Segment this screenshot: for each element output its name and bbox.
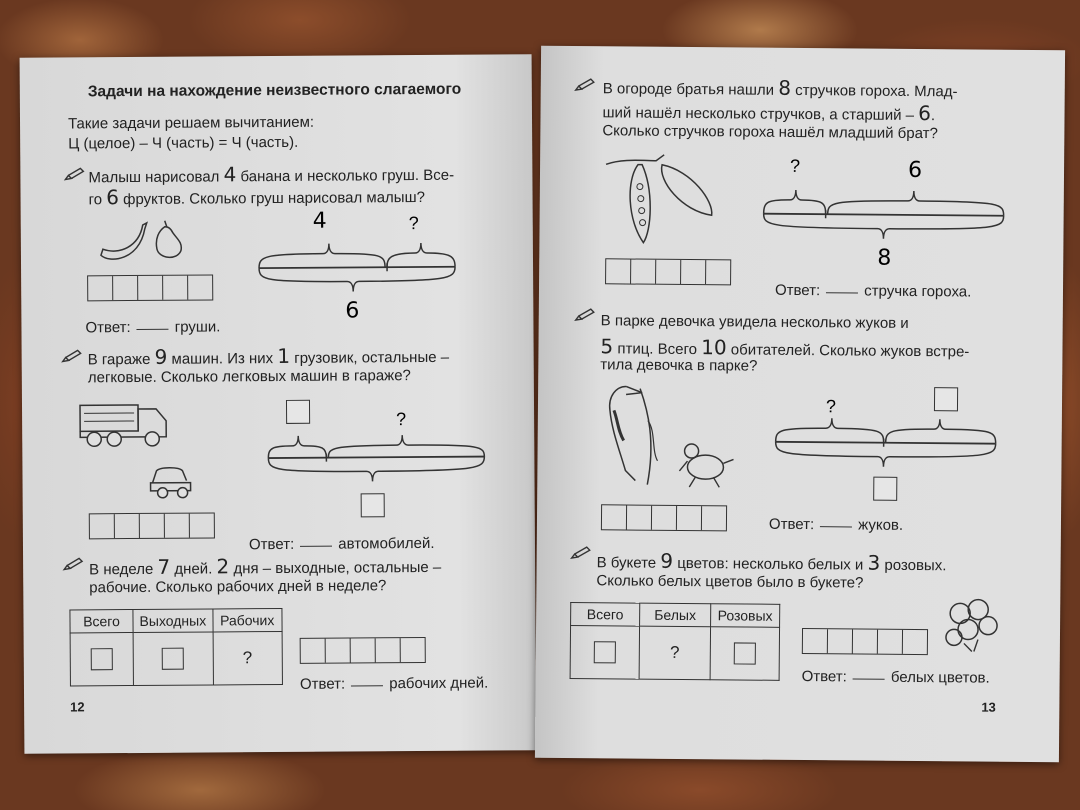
segment-line	[776, 442, 996, 444]
bouquet-picture	[944, 597, 1000, 653]
table-cell	[70, 633, 133, 686]
task2-line1: В парке девочка увидела несколько жуков и	[600, 312, 909, 332]
answer-square[interactable]	[734, 642, 756, 664]
task1-part-unknown: ?	[789, 155, 801, 176]
task2-part-unknown: ?	[396, 409, 407, 430]
pencil-icon	[64, 167, 84, 181]
segment-line	[259, 267, 455, 268]
intro-line-1: Такие задачи решаем вычитанием:	[67, 113, 315, 133]
answer-cells[interactable]	[601, 504, 727, 531]
brace-part2	[886, 419, 996, 444]
answer-blank[interactable]	[137, 329, 169, 330]
task1-text-c: го	[88, 191, 103, 209]
answer-unit: стручка гороха.	[864, 282, 972, 301]
pencil-icon	[62, 349, 82, 363]
task1-text-a: В огороде братья нашли	[602, 80, 775, 99]
answer-label: Ответ:	[801, 668, 847, 686]
task2-text-b: обитателей. Сколько жуков встре-	[730, 341, 970, 361]
task1-text-b: банана и несколько груш. Все-	[240, 166, 455, 186]
brace-part1	[776, 418, 884, 443]
task2-answer	[769, 516, 903, 534]
task1-text-b: стручков гороха. Млад-	[795, 81, 958, 101]
task1-part-unknown: ?	[408, 213, 419, 234]
table-unknown: ?	[639, 626, 710, 680]
task2-truck-number: 1	[277, 343, 291, 369]
task3-total-number: 7	[157, 554, 171, 579]
task2-line1	[88, 343, 450, 370]
task3-table	[570, 602, 781, 681]
answer-unit: белых цветов.	[890, 668, 990, 687]
task2-text-a: птиц. Всего	[617, 340, 698, 359]
pencil-icon	[575, 78, 595, 92]
table-header: Выходных	[133, 609, 213, 633]
segment-line	[764, 214, 1004, 216]
segment-line	[268, 457, 484, 459]
task1-older-number: 6	[918, 101, 932, 126]
task2-total-number: 9	[154, 344, 168, 369]
answer-blank[interactable]	[300, 546, 332, 547]
pencil-icon	[571, 546, 591, 560]
task1-text-d: фруктов. Сколько груш нарисовал малыш?	[123, 188, 425, 209]
brace-part2	[387, 243, 455, 267]
table-header: Всего	[571, 603, 640, 627]
task3-text-b: дней.	[174, 560, 213, 578]
answer-unit: жуков.	[858, 516, 904, 534]
task3-table	[69, 608, 282, 686]
table-header: Белых	[640, 603, 711, 627]
task1-whole: 8	[877, 245, 892, 271]
task3-text-a: В букете	[596, 554, 657, 572]
task1-line2: ший нашёл несколько стручков, а старший – 6.	[602, 101, 936, 126]
task1-answer	[775, 282, 971, 301]
task2-answer	[249, 535, 435, 553]
answer-label: Ответ:	[774, 281, 821, 300]
task2-line2: легковые. Сколько легковых машин в гараже?	[87, 367, 411, 387]
answer-label: Ответ:	[248, 535, 295, 554]
task3-line1	[597, 548, 947, 575]
answer-label: Ответ:	[768, 515, 815, 534]
truck-car-picture	[78, 393, 189, 504]
task2-text-b: машин. Из них	[171, 350, 274, 368]
banana-pear-picture	[99, 217, 189, 268]
answer-square[interactable]	[162, 648, 184, 670]
task1-bananas-number: 4	[223, 162, 237, 187]
answer-label: Ответ:	[299, 675, 346, 693]
answer-label: Ответ:	[85, 319, 131, 337]
task2-text-a: В гараже	[87, 350, 151, 369]
task3-weekend-number: 2	[216, 554, 230, 579]
task2-birds-number: 5	[600, 334, 614, 359]
table-header: Розовых	[711, 604, 780, 628]
task3-line2: Сколько белых цветов было в букете?	[596, 572, 864, 592]
task3-text-a: В неделе	[89, 560, 154, 579]
answer-blank[interactable]	[853, 678, 885, 679]
task1-text-c: ший нашёл несколько стручков, а старший –	[602, 104, 915, 124]
answer-unit: рабочих дней.	[389, 674, 489, 693]
brace-whole	[259, 267, 455, 292]
brace-part1	[268, 436, 326, 458]
pencil-icon	[63, 557, 83, 571]
task1-line3: Сколько стручков гороха нашёл младший брат?	[602, 122, 938, 143]
brace-part2	[828, 190, 1004, 216]
table-header: Всего	[70, 610, 133, 633]
answer-square[interactable]	[594, 641, 616, 663]
task2-part-unknown: ?	[825, 396, 837, 417]
task1-text-a: Малыш нарисовал	[88, 168, 220, 187]
answer-cells[interactable]	[300, 637, 426, 664]
task1-part-known: 4	[312, 208, 327, 234]
answer-unit: автомобилей.	[338, 534, 435, 553]
task3-text-b: цветов: несколько белых и	[677, 554, 864, 574]
page-title: Задачи на нахождение неизвестного слагаемого	[87, 80, 462, 101]
table-unknown: ?	[213, 631, 282, 684]
brace-whole	[268, 457, 484, 483]
brace-part1	[764, 190, 826, 215]
brace-part1	[259, 243, 385, 268]
answer-cells[interactable]	[605, 258, 731, 285]
pea-pods-picture	[601, 150, 722, 247]
brace-part2	[328, 435, 484, 458]
table-cell	[570, 626, 639, 680]
brace-whole	[763, 214, 1003, 240]
answer-blank[interactable]	[351, 685, 383, 686]
table-cell	[133, 632, 213, 686]
page-number: 12	[70, 699, 85, 715]
brace-whole	[775, 442, 995, 468]
task3-total-number: 9	[660, 548, 674, 573]
left-page	[20, 54, 537, 754]
task3-answer	[802, 668, 990, 687]
pencil-icon	[575, 308, 595, 322]
answer-square[interactable]	[361, 493, 385, 517]
right-page	[535, 46, 1065, 763]
answer-blank[interactable]	[820, 526, 852, 527]
answer-cells[interactable]	[802, 628, 928, 655]
task1-diagram	[761, 155, 1008, 271]
task1-answer	[85, 318, 220, 336]
answer-unit: груши.	[174, 318, 221, 336]
task3-text-c: розовых.	[884, 556, 947, 575]
task3-pink-number: 3	[867, 550, 881, 575]
answer-square[interactable]	[873, 477, 897, 501]
task3-line2: рабочие. Сколько рабочих дней в неделе?	[89, 577, 387, 597]
task1-diagram	[257, 205, 458, 326]
task3-text-c: дня – выходные, остальные –	[233, 558, 442, 578]
page-number: 13	[981, 699, 996, 715]
task1-total-number: 8	[778, 75, 792, 100]
task1-whole: 6	[345, 298, 360, 324]
answer-cells[interactable]	[89, 512, 215, 539]
answer-blank[interactable]	[826, 292, 858, 293]
answer-cells[interactable]	[87, 274, 213, 301]
task1-line1	[603, 74, 958, 101]
task2-total-number: 10	[701, 335, 727, 360]
task1-part-known: 6	[907, 157, 923, 184]
table-cell	[710, 627, 779, 681]
task3-line1	[89, 553, 441, 579]
woodpecker-beetle-picture	[595, 380, 746, 491]
task2-text-c: грузовик, остальные –	[294, 348, 450, 367]
task1-total-number: 6	[106, 185, 120, 210]
task2-line3: тила девочка в парке?	[600, 356, 758, 375]
table-header: Рабочих	[213, 608, 282, 631]
intro-formula: Ц (целое) – Ч (часть) = Ч (часть).	[68, 133, 299, 153]
task3-answer	[300, 675, 488, 693]
answer-square[interactable]	[91, 648, 113, 670]
